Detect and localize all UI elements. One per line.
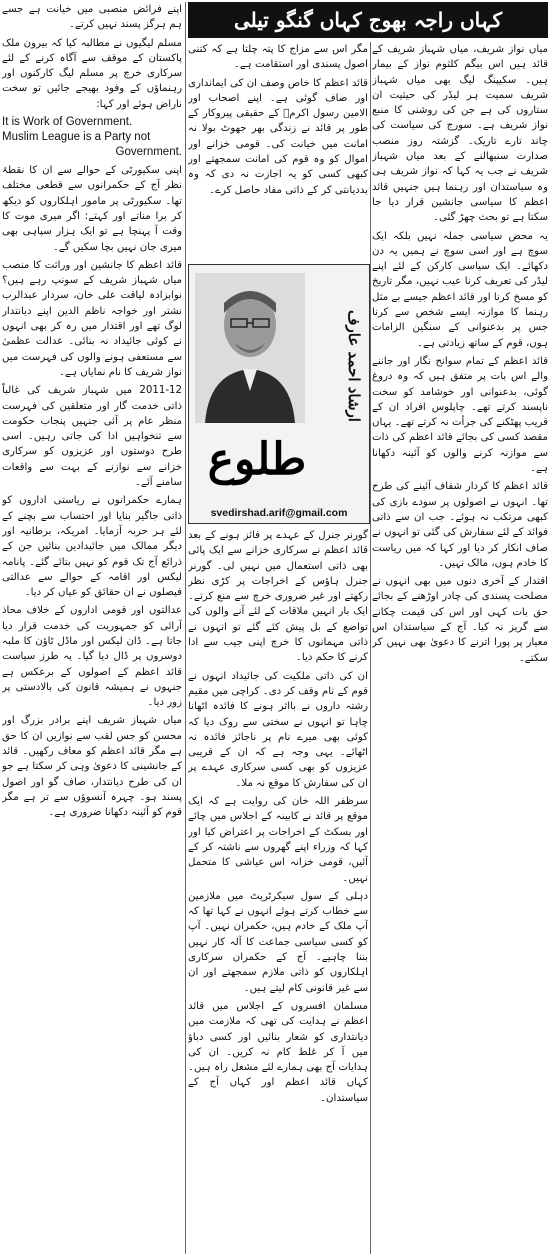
left-column (2, 2, 182, 1254)
paragraph: عدالتوں اور قومی اداروں کے خلاف محاذ آرائی کو جمہوریت کی خدمت قرار دیا جاتا ہے۔ ڈان لیکس اور ماڈل ٹاؤن کا ملبہ دوسروں پر ڈال دیا گیا۔ یہ طرز سیاست قائد اعظم کے اصولوں کے برعکس ہے جنہوں نے ہمیشہ قانون کی بالادستی پر زور دیا۔ (2, 605, 182, 709)
paragraph: اپنی سکیورٹی کے حوالے سے ان کا نقطۂ نظر آج کے حکمرانوں سے قطعی مختلف تھا۔ سکیورٹی پر مامور اہلکاروں کو دیکھ کر برا مناتے اور کہتے: اگر میری موت کا وقت آ پہنچا ہے تو ایک ہزار سپاہی بھی میری جان نہیں بچا سکیں گے۔ (2, 165, 182, 253)
paragraph: اقتدار کے آخری دنوں میں بھی انہوں نے مصلحت پسندی کی چادر اوڑھنے کے بجائے حق بات کہی اور اس کی قیمت چکانے سے گریز نہ کیا۔ آج کے سیاستدان اس معیار پر پورا اترنے کا دعویٰ بھی نہیں کر سکتے۔ (372, 576, 548, 664)
paragraph: میاں شہباز شریف اپنے برادر بزرگ اور محسن کو جس لقب سے نوازیں ان کا حق ہے مگر قائد اعظم کو معاف رکھیں۔ قائد کے جانشینی کا دعویٰ وہی کر سکتا ہے جو ان کی طرح دیانتدار، صاف گو اور اصول پسند ہو۔ چہرہ آنسوؤں سے تر ہے مگر قوم کو آئینہ دکھانا ضروری ہے۔ (2, 715, 182, 819)
english-quote-line: It is Work of Government. (2, 116, 133, 129)
paragraph: مگر اس سے مزاج کا پتہ چلتا ہے کہ کتنی اصول پسندی اور استقامت ہے۔ (188, 44, 368, 71)
middle-column-upper (188, 42, 368, 257)
english-quote (2, 115, 182, 160)
paragraph: قائد اعظم کا کردار شفاف آئینے کی طرح تھا۔ انہوں نے اصولوں پر سودے بازی کی کبھی مرتکب نہ ہوئے۔ جب ان سے ذاتی فوائد کے لئے سفارش کی گئی تو انہوں نے صاف انکار کر دیا اور کہا کہ میں ریاست کا خادم ہوں، مالک نہیں۔ (372, 481, 548, 569)
author-portrait (195, 273, 305, 423)
paragraph: مسلمان افسروں کے اجلاس میں قائد اعظم نے ہدایت کی تھی کہ ملازمت میں دیانتداری کو شعار بنائیں اور کسی دباؤ میں آ کر غلط کام نہ کریں۔ ان کی ہدایات آج بھی ہمارے لئے مشعل راہ ہیں۔ کہاں قائد اعظم اور کہاں آج کے سیاستدان۔ (188, 1000, 368, 1104)
author-name: ارشاد احمد عارف (345, 310, 363, 422)
paragraph: یہ محض سیاسی جملہ نہیں بلکہ ایک سوچ ہے اور اسی سوچ نے ہمیں یہ دن دکھائے۔ ایک سیاسی کارکن کے لئے اپنے لیڈر کی تعریف کرنا عیب نہیں، مگر تاریخ کو مسخ کرنا اور قائد اعظم جیسے بے مثل رہنما کا موازنہ ایسے شخص سے کرنا جس پر بدعنوانی کے سنگین الزامات ہوں، قوم کے ساتھ زیادتی ہے۔ (372, 230, 548, 349)
english-quote-line: Government. (115, 146, 182, 159)
newspaper-column-page (2, 2, 548, 1254)
paragraph: قائد اعظم کے تمام سوانح نگار اور جاننے والے اس بات پر متفق ہیں کہ وہ دروغ گوئی، بدعنوانی اور خوشامد کو سخت ناپسند کرتے تھے۔ چاپلوس افراد ان کے قریب پھٹکنے کی جرأت نہ کرتے تھے۔ یہاں مقصد کسی کی بجائے قائد اعظم کی ذات سے موازنہ کرنے والوں کو آئینہ دکھانا ہے۔ (372, 355, 548, 475)
paragraph: گورنر جنرل کے عہدے پر فائز ہونے کے بعد قائد اعظم نے سرکاری خزانے سے ایک پائی بھی ذاتی استعمال میں نہیں لی۔ گورنر جنرل ہاؤس کے اخراجات پر کڑی نظر رکھتے اور غیر ضروری خرچ سے منع کرتے۔ ایک بار انہیں ملاقات کے لئے آنے والوں کی تواضع کے بل پیش کئے گئے تو انہوں نے ذاتی مہمانوں کا خرچ اپنی جیب سے ادا کرنے کا حکم دیا۔ (188, 530, 368, 664)
paragraph: 2011-12 میں شہباز شریف کی غالباً ذاتی خدمت گار اور متعلقین کی فہرست منظر عام پر آئی جنہیں پنجاب حکومت سے تنخواہیں ادا کی جاتی رہیں۔ اسی طرح دوستوں اور عزیزوں کو سرکاری خزانے سے نوازنے کے بہت سے واقعات سامنے آئے۔ (2, 385, 182, 489)
paragraph: اپنے فرائض منصبی میں خیانت ہے جسے ہم ہرگز پسند نہیں کرتے۔ (2, 4, 182, 31)
author-byline-box (188, 264, 370, 524)
headline: کہاں راجہ بھوج کہاں گنگو تیلی (188, 2, 548, 38)
right-column (372, 42, 548, 1254)
paragraph: قائد اعظم کا خاص وصف ان کی ایمانداری اور صاف گوئی ہے۔ اپنے اصحاب اور الامین رسول اکرمؐ کے حقیقی پیروکار کے طور پر قائد نے زندگی بھر جھوٹ بولا نہ امانت میں خیانت کی۔ قومی خزانے اور اموال کو وہ قوم کی امانت سمجھتے اور کبھی کسی کو یہ اجازت نہ دی کہ وہ بددیانتی کر کے ذاتی مفاد حاصل کرے۔ (188, 77, 368, 196)
paragraph: دہلی کے سول سیکرٹریٹ میں ملازمین سے خطاب کرتے ہوئے انہوں نے کہا تھا کہ آپ ملک کے خادم ہیں، حکمران نہیں۔ آپ کو کسی سیاسی جماعت کا آلہ کار نہیں بننا چاہیے۔ آج کے حکمران سرکاری اہلکاروں کو ذاتی ملازم سمجھتے اور ان سے غیر قانونی کام لیتے ہیں۔ (188, 890, 368, 994)
paragraph: قائد اعظم کا جانشین اور وراثت کا منصب میاں شہباز شریف کے سونپ رہے ہیں؟ نوابزادہ لیاقت علی خان، سردار عبدالرب نشتر اور خواجہ ناظم الدین اپنے دیانتدار لوگ تھے اور اقتدار میں رہ کر بھی انہوں نے کوئی جائیداد نہ بنائی۔ عدالت عظمیٰ سے مستعفی ہونے والوں کی فہرست میں نواز شریف کا نام نمایاں ہے۔ (2, 259, 182, 378)
paragraph: ہمارے حکمرانوں نے ریاستی اداروں کو ذاتی جاگیر بنایا اور احتساب سے بچنے کے لئے ہر حربہ آزمایا۔ امریکہ، برطانیہ اور دیگر ممالک میں جائیدادیں بنائیں جن کے ذرائع آج تک قوم کو نہیں بتائے گئے۔ پانامہ لیکس اور اقامہ کے حوالے سے عدالتی فیصلوں نے ان حقائق کو عیاں کر دیا۔ (2, 495, 182, 599)
column-name-logo: طلوع (207, 434, 307, 485)
middle-column-lower (188, 528, 368, 1254)
paragraph: میاں نواز شریف، میاں شہباز شریف کے قائد ہیں اس بیگم کلثوم نواز کے بیمار ہیں۔ سکیپنگ لیگ بھی میاں شہباز شریف سمیت ہر لیڈر کی حیثیت ان ستاروں کی ہے جن کی روشنی کا منبع نواز شریف ہے۔ سورج کی سیاست کی چاند تارے تاریک۔ گزشتہ روز منصب صدارت سنبھالنے کے بعد میاں شہباز شریف نے جب یہ کہا کہ نواز شریف ہی وہ سیاستدان اور رہنما ہیں جنہیں قائد اعظم کا سیاسی جانشین قرار دیا جا سکتا ہے تو بحث چھڑ گئی۔ (372, 44, 548, 224)
column-rule-left (185, 2, 186, 1254)
middle-column (188, 42, 368, 1254)
english-quote-line: Muslim League is a Party not (2, 131, 151, 144)
paragraph: ان کی ذاتی ملکیت کی جائیداد انہوں نے قوم کے نام وقف کر دی۔ کراچی میں مقیم رشتہ داروں نے بااثر ہونے کا فائدہ اٹھانا چاہا تو انہوں نے سختی سے روک دیا کہ کوئی بھی میرے نام پر ناجائز فائدہ نہ اٹھائے۔ یہی وجہ ہے کہ ان کے قریبی عزیزوں کو بھی کسی سرکاری عہدے پر ان کی سفارش کا موقع نہ ملا۔ (188, 670, 368, 789)
author-email: svedirshad.arif@gmail.com (210, 507, 348, 519)
paragraph: مسلم لیگیوں نے مطالبہ کیا کہ بیرون ملک پاکستان کے موقف سے آگاہ کرنے کے لئے سرکاری خرچ پر مسلم لیگ کارکنوں اور رہنماؤں کے وفود بھیجے جائیں تو سخت ناراض ہوئے اور کہا: (2, 37, 182, 110)
paragraph: سرظفر اللہ خان کی روایت ہے کہ ایک موقع پر قائد نے کابینہ کے اجلاس میں چائے اور بسکٹ کے اخراجات پر اعتراض کیا اور کہا کہ وزراء اپنے گھروں سے ناشتہ کر کے آئیں، قومی خزانہ اس عیاشی کا متحمل نہیں۔ (188, 796, 368, 884)
column-rule-right (370, 42, 371, 1254)
